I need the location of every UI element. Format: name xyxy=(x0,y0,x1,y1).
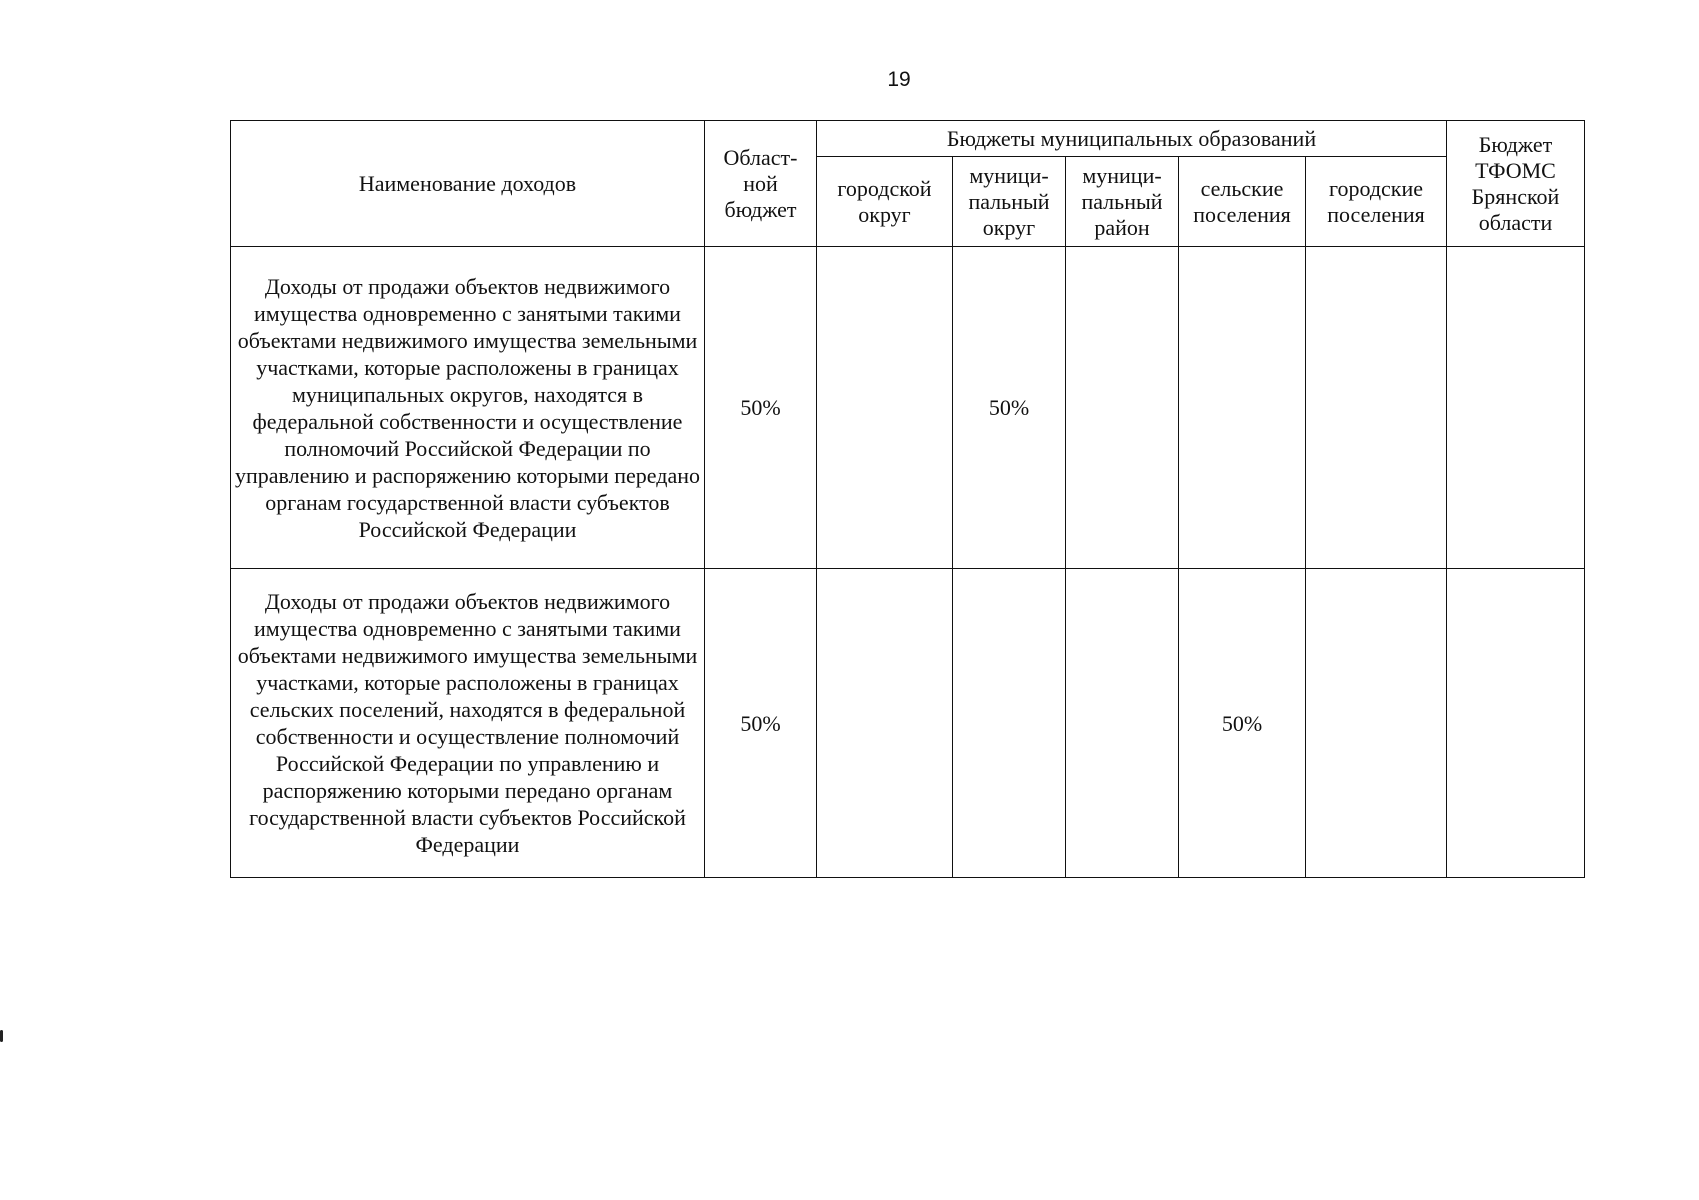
income-distribution-table xyxy=(230,120,1585,878)
municipal-okrug-share-cell xyxy=(953,569,1066,878)
urban-settlements-share-cell xyxy=(1306,569,1447,878)
scan-margin-mark xyxy=(0,1030,3,1042)
table-row xyxy=(231,247,1585,569)
header-regional-budget-text: Област- ной бюджет xyxy=(723,144,798,222)
header-urban-district-text: городской округ xyxy=(837,175,932,227)
header-row-top xyxy=(231,121,1585,157)
header-municipal-budgets: Бюджеты муниципальных образований xyxy=(817,121,1447,157)
header-municipal-rayon-text: муници- пальный район xyxy=(1081,162,1163,240)
table-row xyxy=(231,569,1585,878)
header-income-name: Наименование доходов xyxy=(231,121,705,247)
regional-share-cell: 50% xyxy=(705,247,817,569)
rural-settlements-share-cell: 50% xyxy=(1179,569,1306,878)
header-municipal-rayon xyxy=(1066,157,1179,247)
rural-settlements-share-cell xyxy=(1179,247,1306,569)
income-name-cell: Доходы от продажи объектов недвижимого имущества одновременно с занятыми такими объектами недвижимого имущества земельными участками, которые расположены в границах сельских поселений, находятся в федеральной собственности и осуществление полномочий Российской Федерации по управлению и распоряжению которыми передано органам государственной власти субъектов Российской Федерации xyxy=(231,569,705,878)
header-regional-budget xyxy=(705,121,817,247)
urban-settlements-share-cell xyxy=(1306,247,1447,569)
header-urban-settlements-text: городские поселения xyxy=(1327,175,1425,227)
header-urban-district xyxy=(817,157,953,247)
municipal-okrug-share-cell: 50% xyxy=(953,247,1066,569)
header-urban-settlements xyxy=(1306,157,1447,247)
regional-share-cell: 50% xyxy=(705,569,817,878)
header-tfoms-budget-text: Бюджет ТФОМС Брянской области xyxy=(1471,131,1560,235)
header-rural-settlements-text: сельские поселения xyxy=(1193,175,1291,227)
tfoms-share-cell xyxy=(1447,569,1585,878)
header-municipal-okrug-text: муници- пальный округ xyxy=(968,162,1050,240)
page-number: 19 xyxy=(887,68,911,91)
header-municipal-okrug xyxy=(953,157,1066,247)
urban-district-share-cell xyxy=(817,569,953,878)
municipal-rayon-share-cell xyxy=(1066,247,1179,569)
municipal-rayon-share-cell xyxy=(1066,569,1179,878)
income-name-cell: Доходы от продажи объектов недвижимого имущества одновременно с занятыми такими объектами недвижимого имущества земельными участками, которые расположены в границах муниципальных округов, находятся в федеральной собственности и осуществление полномочий Российской Федерации по управлению и распоряжению которыми передано органам государственной власти субъектов Российской Федерации xyxy=(231,247,705,569)
header-rural-settlements xyxy=(1179,157,1306,247)
urban-district-share-cell xyxy=(817,247,953,569)
header-tfoms-budget xyxy=(1447,121,1585,247)
tfoms-share-cell xyxy=(1447,247,1585,569)
